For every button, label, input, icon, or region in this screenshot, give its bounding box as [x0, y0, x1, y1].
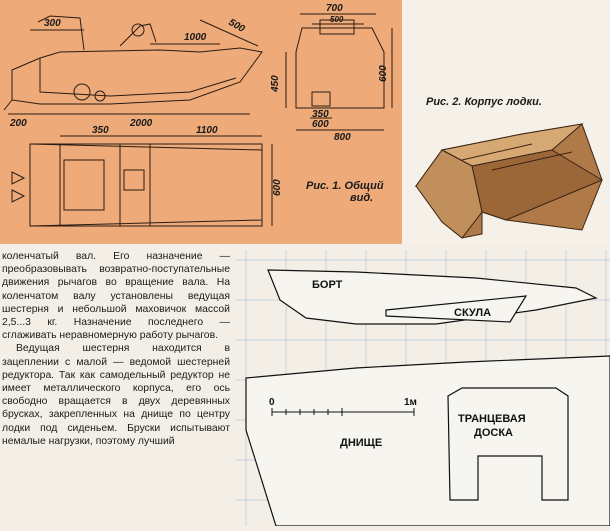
dim-1000: 1000: [184, 32, 207, 43]
dim-600-top: 600: [272, 179, 283, 196]
figure-1-caption-line2: вид.: [350, 192, 374, 204]
dim-600-front: 600: [378, 65, 389, 82]
dim-700: 700: [326, 3, 343, 14]
article-paragraph-2: Ведущая шестерня находится в зацеплении с малой — ведомой шестерней редуктора. Так как самодельный редуктор не имеет металлического корпуса, его ось свободно вращается в двух деревянных брусках, закрепленных на днище по центру лодки под сиденьем. Бруски испытывают немалые нагрузки, поэтому лучший: [2, 343, 230, 447]
side-view-chine: [40, 58, 236, 96]
figure-2-caption: Рис. 2. Корпус лодки.: [426, 96, 542, 108]
dim-500: 500: [226, 17, 247, 35]
label-transom-line2: ДОСКА: [474, 427, 513, 439]
dim-600b-front: 600: [312, 119, 329, 130]
label-transom-line1: ТРАНЦЕВАЯ: [458, 413, 526, 425]
article-text: [2, 250, 230, 448]
label-bort: БОРТ: [312, 279, 343, 291]
pattern-sheet: [236, 250, 610, 526]
figure-2-panel: [402, 0, 610, 244]
side-view-steering: [120, 24, 156, 46]
pattern-drawing: [236, 250, 610, 526]
figure-1-caption: [306, 180, 384, 204]
figure-1-drawing: [0, 0, 402, 244]
side-view-hull: [12, 48, 262, 104]
label-dnishche: ДНИЩЕ: [340, 437, 383, 449]
label-skula: СКУЛА: [454, 307, 492, 319]
dim-1100: 1100: [196, 125, 218, 136]
top-view-hull: [30, 144, 262, 226]
boat-hull-illustration: [402, 110, 610, 244]
dim-500-front: 500: [330, 15, 344, 24]
dim-300: 300: [44, 18, 61, 29]
figure-1-panel: [0, 0, 402, 244]
dim-2000: 2000: [130, 118, 153, 129]
dim-350: 350: [92, 125, 109, 136]
front-view-hull: [296, 28, 384, 108]
article-paragraph-1: коленчатый вал. Его назначение — преобразовывать возвратно-поступательные движения рычагов во вращение вала. На коленчатом валу установлены ведущая шестерня и небольшой маховичок массой 2,5...3 кг. Назначение последнего — сглаживать неравномерную работу рычагов.: [2, 251, 230, 342]
figure-1-caption-line1: Рис. 1. Общий: [306, 180, 384, 192]
dim-200: 200: [10, 118, 27, 129]
dim-450: 450: [270, 75, 281, 92]
scale-one-meter: 1м: [404, 397, 417, 408]
scale-zero: 0: [269, 397, 275, 408]
dim-800: 800: [334, 132, 351, 143]
dim-350-front: 350: [312, 109, 329, 120]
